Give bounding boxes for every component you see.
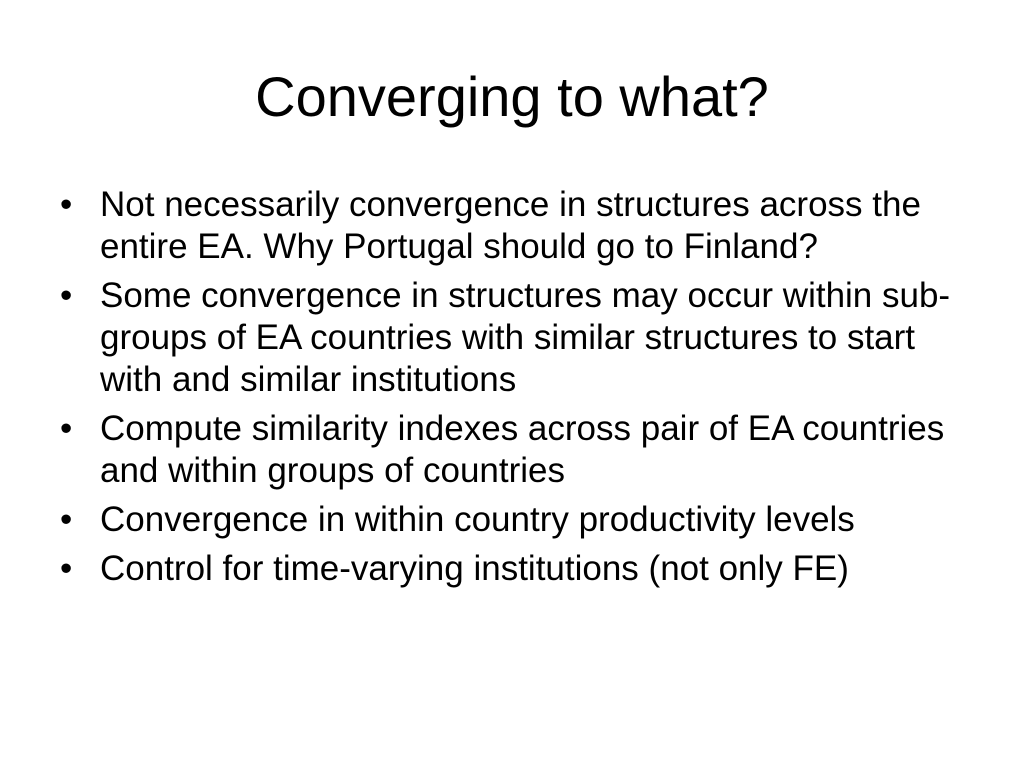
bullet-list (60, 184, 985, 597)
bullet-dot-icon: • (60, 276, 73, 315)
bullet-dot-icon: • (60, 185, 73, 224)
bullet-dot-icon: • (60, 549, 73, 588)
bullet-item (60, 184, 985, 268)
bullet-text: Not necessarily convergence in structures across the entire EA. Why Portugal should go to Finland? (100, 185, 921, 266)
bullet-text: Some convergence in structures may occur within sub-groups of EA countries with similar structures to start with and similar institutions (100, 276, 951, 399)
slide-title: Converging to what? (255, 65, 769, 128)
bullet-text: Convergence in within country productivity levels (100, 500, 855, 539)
bullet-item (60, 408, 985, 492)
bullet-item (60, 275, 985, 401)
bullet-text: Control for time-varying institutions (not only FE) (100, 549, 849, 588)
bullet-item (60, 548, 985, 590)
bullet-dot-icon: • (60, 500, 73, 539)
bullet-item (60, 499, 985, 541)
bullet-dot-icon: • (60, 409, 73, 448)
bullet-text: Compute similarity indexes across pair of EA countries and within groups of countries (100, 409, 945, 490)
